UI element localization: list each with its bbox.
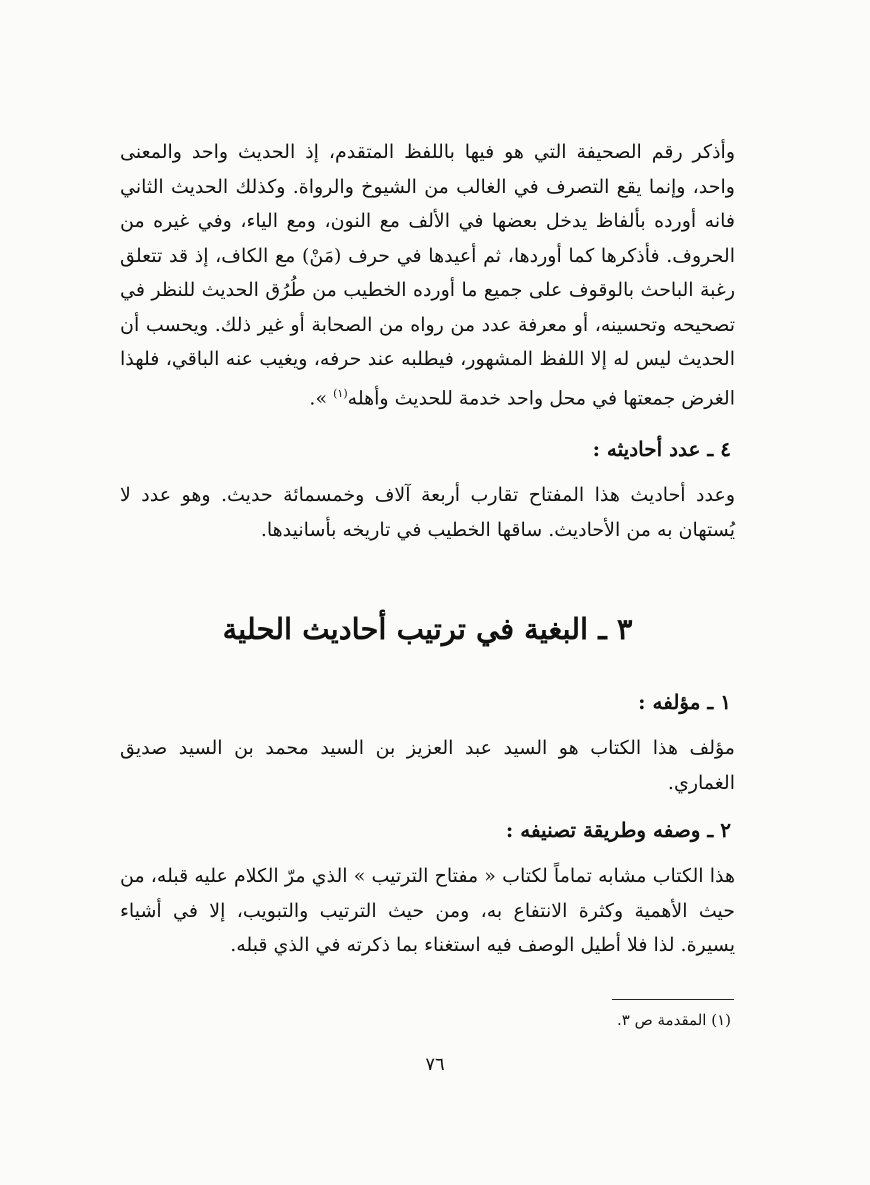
- paragraph-4: [120, 859, 735, 963]
- paragraph-1: [120, 135, 735, 415]
- paragraph-1-text: وأذكر رقم الصحيفة التي هو فيها باللفظ المتقدم، إذ الحديث واحد والمعنى واحد، وإنما يقع التصرف في الغالب من الشيوخ والرواة. وكذلك الحديث الثاني فانه أورده بألفاظ يدخل بعضها في الألف مع النون، ومع الياء، وفي غيره من الحروف. فأذكرها كما أوردها، ثم أعيدها في حرف (مَنْ) مع الكاف، إذ قد تتعلق رغبة الباحث بالوقوف على جميع ما أورده الخطيب من طُرُق الحديث للنظر في تصحيحه وتحسينه، أو معرفة عدد من رواه من الصحابة أو غير ذلك. ويحسب أن الحديث ليس له إلا اللفظ المشهور، فيطلبه عند حرفه، ويغيب عنه الباقي، فلهذا الغرض جمعتها في محل واحد خدمة للحديث وأهله: [120, 141, 735, 409]
- heading-hadith-count: ٤ ـ عدد أحاديثه :: [592, 437, 731, 461]
- page-number: ٧٦: [425, 1054, 445, 1075]
- paragraph-1-end: ».: [309, 386, 334, 409]
- paragraph-4-text: هذا الكتاب مشابه تماماً لكتاب « مفتاح الترتيب » الذي مرّ الكلام عليه قبله، من حيث الأهمية وكثرة الانتفاع به، ومن حيث الترتيب والتبويب، إلا في أشياء يسيرة. لذا فلا أطيل الوصف فيه استغناء بما ذكرته في الذي قبله.: [120, 865, 735, 956]
- heading-author: ١ ـ مؤلفه :: [638, 690, 731, 714]
- chapter-title: ٣ ـ البغية في ترتيب أحاديث الحلية: [222, 612, 633, 646]
- paragraph-2-text: وعدد أحاديث هذا المفتاح تقارب أربعة آلاف وخمسمائة حديث. وهو عدد لا يُستهان به من الأحاديث. ساقها الخطيب في تاريخه بأسانيدها.: [120, 484, 735, 541]
- heading-description: ٢ ـ وصفه وطريقة تصنيفه :: [505, 818, 731, 842]
- paragraph-2: [120, 478, 735, 547]
- paragraph-3: [120, 731, 735, 800]
- footnote: (١) المقدمة ص ٣.: [616, 1011, 731, 1029]
- footnote-marker: (١): [333, 386, 348, 400]
- paragraph-3-text: مؤلف هذا الكتاب هو السيد عبد العزيز بن السيد محمد بن السيد صديق الغماري.: [120, 737, 735, 794]
- footnote-divider: [612, 999, 734, 1000]
